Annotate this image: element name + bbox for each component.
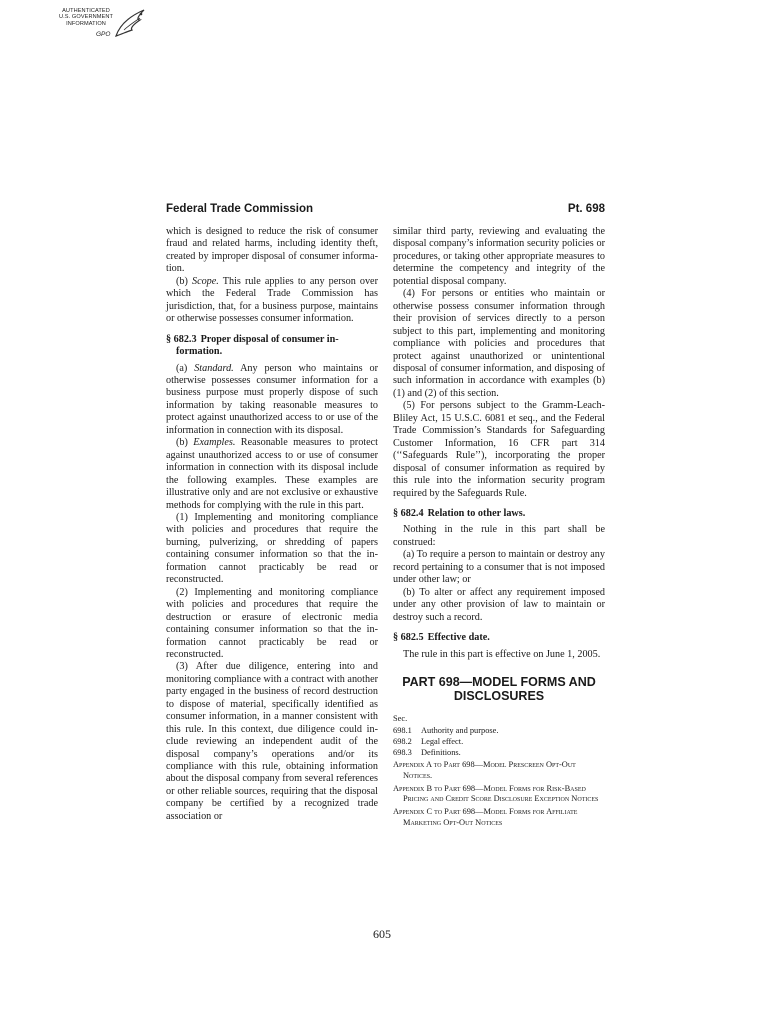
eagle-icon [110, 6, 150, 42]
toc-title: Authority and purpose. [421, 725, 499, 735]
section-title: Effective date. [427, 632, 490, 644]
paragraph-label: (b) [176, 437, 194, 449]
part-title: PART 698—MODEL FORMS AND DISCLOSURES [402, 674, 596, 703]
paragraph-text: This rule applies to any person over which the Federal Trade Commission has jurisdiction, that, for a business purpose, maintains or otherwise possesses consumer information. [166, 275, 378, 325]
paragraph: (5) For persons subject to the Gramm-Leach-Bliley Act, 15 U.S.C. 6081 et seq., and the Federal Trade Commission’s Standards for Safeguarding Customer Information, 16 CFR part 314 (‘‘Safeguards Rule’’), incorporating the proper disposal of consumer information as required by this rule into the information security program required by the Safeguards Rule. [393, 400, 605, 499]
toc-number: 698.1 [393, 725, 412, 735]
toc-number: 698.3 [393, 747, 412, 757]
paragraph: (3) After due diligence, entering into and monitoring compliance with a contract with another party engaged in the business of record destruction to dispose of material, specifically identified as consumer information, in a manner consistent with this rule. In this context, due diligence could include reviewing an independent audit of the disposal company’s operations and/or its compliance with this rule, obtaining information about the disposal company from several references or other reliable sources, requiring that the disposal company be certified by a recognized trade association or [166, 661, 378, 822]
toc-appendix: Appendix B to Part 698—Model Forms for Risk-Based Pricing and Credit Score Disclosure Exception Notices [393, 783, 599, 804]
stamp-agency: GPO [96, 31, 111, 38]
paragraph: (2) Implementing and monitoring compliance with policies and procedures that require the destruction or erasure of electronic media containing consumer information so that the information cannot practicably be read or reconstructed. [166, 586, 378, 660]
paragraph: (4) For persons or entities who maintain or otherwise possess consumer information through their provision of services directly to a person subject to this part, implementing and monitoring compliance with policies and procedures that protect against unauthorized or unintentional disposal of consumer information, and disposing of such information in accordance with examples (b)(1) and (2) of this section. [393, 288, 605, 399]
paragraph-scope [166, 276, 378, 326]
paragraph-heading: Standard. [194, 362, 234, 374]
toc-entry [393, 747, 605, 758]
section-title: Relation to other laws. [427, 507, 526, 519]
page-number: 605 [373, 927, 391, 941]
stamp-text [54, 8, 118, 27]
paragraph-heading: Scope. [191, 275, 219, 287]
paragraph-standard [166, 363, 378, 438]
paragraph: Nothing in the rule in this part shall be construed: [393, 524, 605, 548]
paragraph-examples [166, 437, 378, 512]
section-title: Proper disposal of consumer information. [176, 333, 339, 358]
paragraph: (1) Implementing and monitoring compliance with policies and procedures that require the burning, pulverizing, or shredding of papers containing consumer information so that the information cannot practicably be read or reconstructed. [166, 511, 378, 586]
section-heading [393, 508, 605, 520]
paragraph: similar third party, reviewing and evaluating the disposal company’s information security policies or procedures, or taking other appropriate measures to determine the competency and integrity of the potential disposal company. [393, 226, 605, 287]
stamp-line: U.S. GOVERNMENT [58, 14, 114, 21]
paragraph-heading: Examples. [193, 437, 236, 449]
paragraph-text: Any person who maintains or otherwise possesses consumer information for a business purpose must properly dispose of such information by taking reasonable measures to protect against unauthorized access to or use of the information in connection with its disposal. [166, 362, 378, 436]
right-column [393, 226, 605, 829]
section-number: § 682.4 [393, 507, 424, 519]
toc-appendix: Appendix C to Part 698—Model Forms for Affiliate Marketing Opt-Out Notices [393, 807, 578, 827]
stamp-line: INFORMATION [66, 20, 106, 27]
section-heading [166, 334, 378, 359]
table-of-contents [393, 713, 605, 829]
toc-appendix: Appendix A to Part 698—Model Prescreen Opt-Out Notices. [393, 759, 576, 780]
paragraph-label: (a) [176, 362, 195, 374]
toc-label: Sec. [393, 713, 408, 723]
toc-entry [393, 725, 605, 736]
section-number: § 682.5 [393, 632, 424, 644]
toc-title: Legal effect. [421, 736, 464, 746]
toc-number: 698.2 [393, 736, 412, 746]
section-heading [393, 632, 605, 644]
agency-name: Federal Trade Commission [166, 203, 313, 215]
paragraph-label: (b) [176, 275, 192, 287]
toc-entry [393, 736, 605, 747]
section-number: § 682.3 [166, 333, 197, 345]
paragraph-text: Reasonable measures to protect against unauthorized access to or use of consumer information in connection with its disposal include the following examples. These examples are illustrative only and are not exclusive or exhaustive methods for complying with the rule in this part. [166, 437, 378, 511]
paragraph: The rule in this part is effective on June 1, 2005. [403, 648, 601, 660]
paragraph: (a) To require a person to maintain or destroy any record pertaining to a consumer that is not imposed under other law; or [393, 549, 605, 586]
stamp-line: AUTHENTICATED [62, 8, 110, 14]
running-header [166, 203, 605, 219]
part-number: Pt. 698 [567, 203, 605, 215]
left-column [166, 226, 378, 823]
paragraph: (b) To alter or affect any requirement imposed under any other provision of law to maintain or destroy such a record. [393, 586, 605, 623]
paragraph: which is designed to reduce the risk of consumer fraud and related harms, including identity theft, created by improper disposal of consumer information. [166, 226, 378, 275]
gpo-authentication-stamp [54, 6, 150, 48]
toc-title: Definitions. [421, 747, 461, 757]
